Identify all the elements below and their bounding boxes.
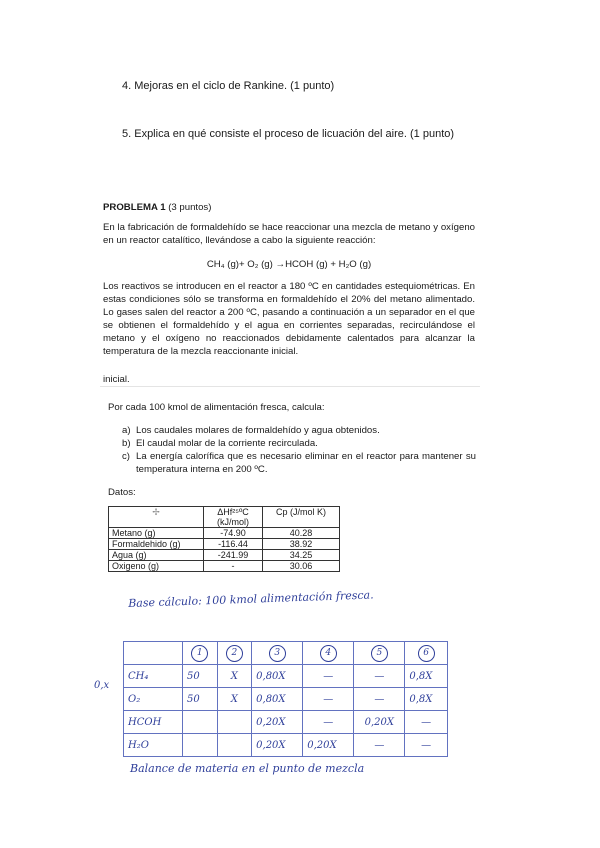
table-row: HCOH 0,20X — 0,20X —: [124, 711, 448, 734]
page-divider: [100, 386, 480, 387]
stream-number: 5: [371, 645, 388, 662]
task-item-a: a) Los caudales molares de formaldehído y agua obtenidos.: [122, 425, 380, 436]
problem-heading: [103, 201, 211, 214]
task-item-c: c) La energía calorífica que es necesario eliminar en el reactor para mantener su temperatura interna en 200 ºC.: [122, 451, 476, 475]
table-row: Formaldehido (g) -116.44 38.92: [109, 539, 340, 550]
table-row: O₂ 50 X 0,80X — — 0,8X: [124, 688, 448, 711]
stream-number: 2: [226, 645, 243, 662]
problem-intro: En la fabricación de formaldehído se hace reaccionar una mezcla de metano y oxígeno en un reactor catalítico, llevándose a cabo la siguiente reacción:: [103, 222, 475, 246]
handwritten-balance-note: Balance de materia en el punto de mezcla: [130, 762, 365, 775]
stream-number: 6: [418, 645, 435, 662]
thermo-data-table: [108, 506, 340, 572]
table-row: H₂O 0,20X 0,20X — —: [124, 734, 448, 757]
datos-label: Datos:: [108, 487, 136, 498]
repeated-text: inicial.: [103, 374, 130, 385]
stream-number: 1: [191, 645, 208, 662]
table-row: Metano (g) -74.90 40.28: [109, 528, 340, 539]
handwritten-base-note: Base cálculo: 100 kmol alimentación fresca.: [128, 588, 374, 610]
question-4: 4. Mejoras en el ciclo de Rankine. (1 punto): [122, 80, 335, 92]
stream-number: 4: [320, 645, 337, 662]
handwritten-side-note: 0,x: [94, 680, 110, 691]
col-header-enthalpy: ΔHf²⁵ºC (kJ/mol): [204, 507, 263, 528]
task-list: [122, 424, 476, 476]
problem-points: (3 puntos): [168, 202, 212, 213]
table-row: CH₄ 50 X 0,80X — — 0,8X: [124, 665, 448, 688]
table-row: Agua (g) -241.99 34.25: [109, 550, 340, 561]
handwritten-stream-table: [123, 641, 448, 757]
stream-number: 3: [269, 645, 286, 662]
task-item-b: b) El caudal molar de la corriente recirculada.: [122, 438, 318, 449]
problem-title: PROBLEMA 1: [103, 202, 166, 213]
table-corner-icon: ✢: [109, 507, 204, 528]
reaction-equation: CH₄ (g)+ O₂ (g) →HCOH (g) + H₂O (g): [206, 259, 372, 270]
task-text: Por cada 100 kmol de alimentación fresca, calcula:: [108, 402, 325, 413]
question-5: 5. Explica en qué consiste el proceso de licuación del aire. (1 punto): [122, 128, 455, 140]
problem-body: Los reactivos se introducen en el reactor a 180 ºC en cantidades estequiométricas. En estas condiciones sólo se transforma en formaldehído el 20% del metano alimentado. Lo gases salen del reactor a 200 ºC, pasando a continuación a un separador en el que se obtienen el formaldehído y el agua en corrientes separadas, recirculándose el metano y el oxígeno no reaccionados debidamente calentados para alcanzar la temperatura de la mezcla reaccionante inicial.: [103, 281, 475, 357]
col-header-cp: Cp (J/mol K): [263, 507, 340, 528]
table-row: Oxigeno (g) - 30.06: [109, 561, 340, 572]
